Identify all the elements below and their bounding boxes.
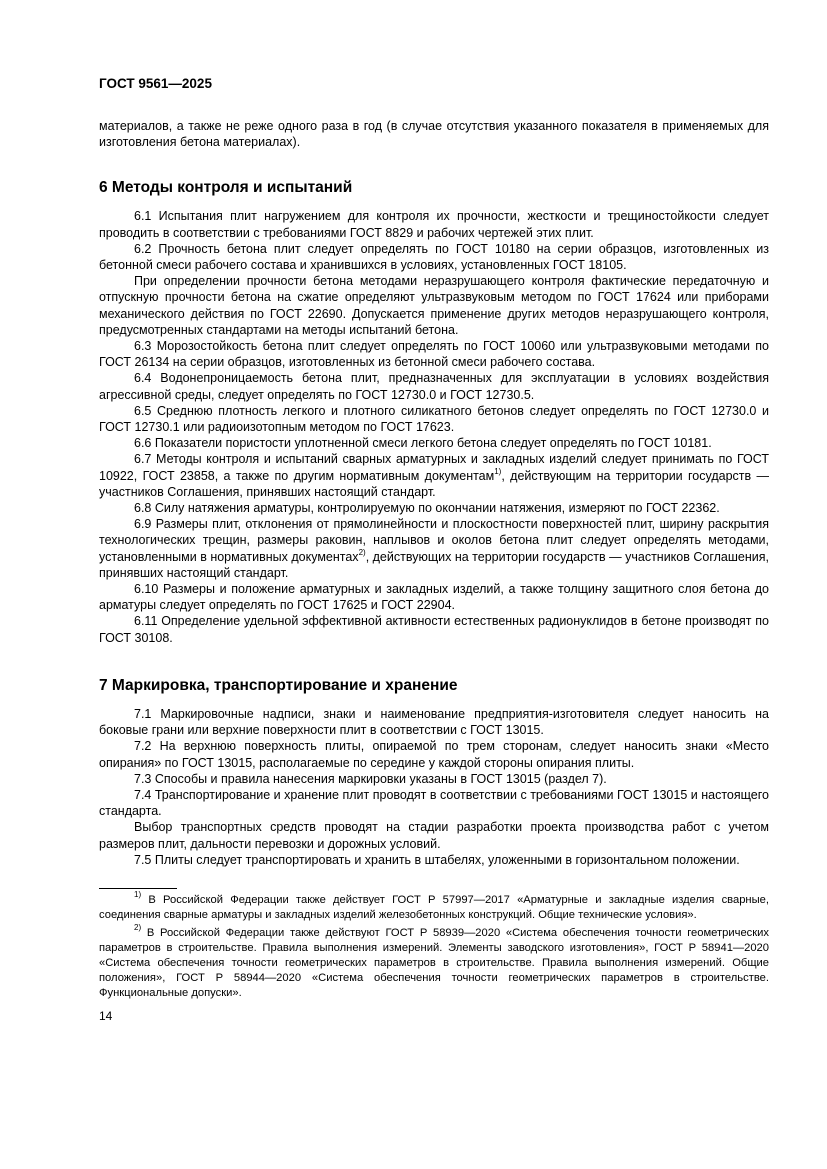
clause-6-6: 6.6 Показатели пористости уплотненной смеси легкого бетона следует определять по ГОСТ 10181.: [134, 436, 712, 451]
clause-7-2: 7.2 На верхнюю поверхность плиты, опираемой по трем сторонам, следует наносить знаки «Место опирания» по ГОСТ 13015, располагаемые по середине у каждой стороны опирания плиты.: [99, 739, 769, 770]
clause-7-5: 7.5 Плиты следует транспортировать и хранить в штабелях, уложенными в горизонтальном положении.: [134, 852, 740, 867]
clause-6-9: [99, 516, 769, 581]
footnote-2-mark: 2): [134, 923, 142, 933]
clause-6-9-text-b: , действующих на территории государств — участников Соглашения, принявших настоящий стандарт.: [99, 549, 769, 580]
clause-6-11: 6.11 Определение удельной эффективной активности естественных радионуклидов в бетоне производят по ГОСТ 30108.: [99, 614, 769, 645]
footnote-1-text: В Российской Федерации также действует ГОСТ Р 57997—2017 «Арматурные и закладные изделия сварные, соединения сварные арматуры и закладных изделий железобетонных конструкций. Общие технические условия».: [99, 893, 769, 921]
clause-6-7-text-b: , действующим на территории государств — участников Соглашения, принявших настоящий стандарт.: [99, 468, 769, 499]
clause-6-2: 6.2 Прочность бетона плит следует определять по ГОСТ 10180 на серии образцов, изготовленных из бетонной смеси рабочего состава и хранившихся в условиях, установленных ГОСТ 18105.: [99, 241, 769, 273]
clause-7-1: 7.1 Маркировочные надписи, знаки и наименование предприятия-изготовителя следует наносить на боковые грани или верхние поверхности плит в соответствии с ГОСТ 13015.: [99, 706, 769, 738]
footnote-ref-1: 1): [494, 466, 502, 476]
footnote-1: [99, 890, 769, 923]
document-page: [99, 76, 769, 1023]
footnote-1-mark: 1): [134, 890, 142, 900]
section-7-title: 7 Маркировка, транспортирование и хранение: [99, 676, 458, 694]
footnote-2-text: В Российской Федерации также действуют ГОСТ Р 58939—2020 «Система обеспечения точности геометрических параметров в строительстве. Правила выполнения измерений. Элементы заводского изготовления», ГОСТ Р 58941—2020 «Система обеспечения точности геометрических параметров в строительстве. Правила выполнения измерений. Общие положения», ГОСТ Р 58944—2020 «Система обеспечения точности геометрических параметров в строительстве. Функциональные допуски».: [99, 926, 769, 999]
section-6-title: 6 Методы контроля и испытаний: [99, 179, 353, 197]
footnote-ref-2: 2): [358, 547, 366, 557]
standard-code: ГОСТ 9561—2025: [99, 76, 212, 91]
clause-6-3: 6.3 Морозостойкость бетона плит следует определять по ГОСТ 10060 или ультразвуковыми методами по ГОСТ 26134 на серии образцов, изготовленных из бетонной смеси рабочего состава.: [99, 339, 769, 370]
clause-6-7-text-a: 6.7 Методы контроля и испытаний сварных арматурных и закладных изделий следует принимать по ГОСТ 10922, ГОСТ 23858, а также по другим нормативным документам: [99, 452, 769, 483]
clause-6-9-text-a: 6.9 Размеры плит, отклонения от прямолинейности и плоскостности поверхностей плит, ширину раскрытия технологических трещин, размеры раковин, наплывов и околов бетона плит следует определять методами, установленными в нормативных документах: [99, 517, 769, 564]
page-number: 14: [99, 1008, 113, 1023]
clause-7-3: 7.3 Способы и правила нанесения маркировки указаны в ГОСТ 13015 (раздел 7).: [134, 771, 607, 786]
clause-7-4-continued: Выбор транспортных средств проводят на стадии разработки проекта производства работ с учетом размеров плит, дальности перевозки и дорожных условий.: [99, 820, 769, 851]
footnote-2: [99, 923, 769, 1001]
clause-6-2-continued: При определении прочности бетона методами неразрушающего контроля фактические передаточную и отпускную прочности бетона на сжатие определяют ультразвуковым методом по ГОСТ 17624 или приборами механического действия по ГОСТ 22690. Допускается применение других методов неразрушающего контроля, предусмотренных стандартами на методы испытаний бетона.: [99, 274, 769, 337]
clause-7-4: 7.4 Транспортирование и хранение плит проводят в соответствии с требованиями ГОСТ 13015 и настоящего стандарта.: [99, 787, 769, 819]
clause-6-4: 6.4 Водонепроницаемость бетона плит, предназначенных для эксплуатации в условиях воздействия агрессивной среды, следует определять по ГОСТ 12730.0 и ГОСТ 12730.5.: [99, 371, 769, 402]
clause-6-5: 6.5 Среднюю плотность легкого и плотного силикатного бетонов следует определять по ГОСТ 12730.0 и ГОСТ 12730.1 или радиоизотопным методом по ГОСТ 17623.: [99, 403, 769, 435]
clause-6-10: 6.10 Размеры и положение арматурных и закладных изделий, а также толщину защитного слоя бетона до арматуры следует определять по ГОСТ 17625 и ГОСТ 22904.: [99, 582, 769, 613]
clause-6-8: 6.8 Силу натяжения арматуры, контролируемую по окончании натяжения, измеряют по ГОСТ 22362.: [134, 501, 720, 516]
clause-6-7: [99, 451, 769, 500]
footnote-divider: [99, 888, 177, 889]
clause-6-1: 6.1 Испытания плит нагружением для контроля их прочности, жесткости и трещиностойкости следует проводить в соответствии с требованиями ГОСТ 8829 и рабочих чертежей этих плит.: [99, 209, 769, 240]
intro-paragraph: материалов, а также не реже одного раза в год (в случае отсутствия указанного показателя в применяемых для изготовления бетона материалах).: [99, 119, 769, 150]
